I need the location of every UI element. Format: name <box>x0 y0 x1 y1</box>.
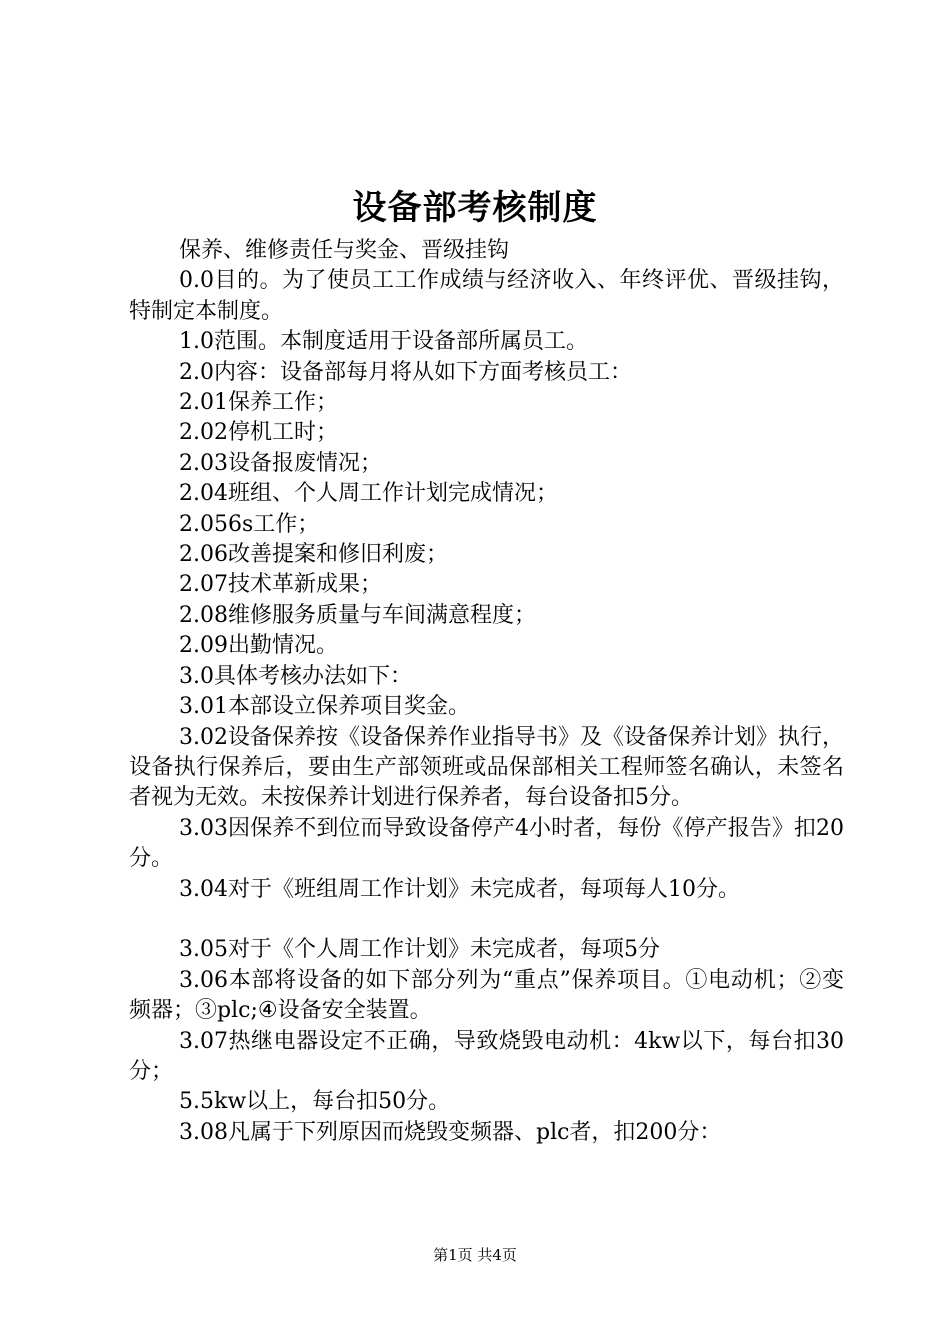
paragraph: 2.0内容：设备部每月将从如下方面考核员工： <box>179 359 632 385</box>
paragraph: 2.09出勤情况。 <box>179 633 338 659</box>
paragraph: 2.02停机工时； <box>179 420 338 446</box>
paragraph: 3.01本部设立保养项目奖金。 <box>179 694 470 720</box>
paragraph: 2.08维修服务质量与车间满意程度； <box>179 602 536 628</box>
paragraph: 2.07技术革新成果； <box>179 572 382 598</box>
paragraph: 3.03因保养不到位而导致设备停产4小时者，每份《停产报告》扣20分。 <box>129 815 844 872</box>
paragraph: 3.02设备保养按《设备保养作业指导书》及《设备保养计划》执行，设备执行保养后，要由生产部领班或品保部相关工程师签名确认，未签名者视为无效。未按保养计划进行保养者，每台设备扣5分。 <box>129 724 844 811</box>
paragraph: 3.05对于《个人周工作计划》未完成者，每项5分 <box>179 937 660 963</box>
paragraph: 3.08凡属于下列原因而烧毁变频器、plc者，扣200分： <box>179 1119 722 1145</box>
paragraph: 2.056s工作； <box>179 511 320 537</box>
paragraph: 1.0范围。本制度适用于设备部所属员工。 <box>179 329 588 355</box>
document-body <box>129 236 844 1148</box>
paragraph: 2.06改善提案和修旧利废； <box>179 542 448 568</box>
paragraph: 2.04班组、个人周工作计划完成情况； <box>179 481 558 507</box>
paragraph: 2.03设备报废情况； <box>179 450 382 476</box>
paragraph: 3.07热继电器设定不正确，导致烧毁电动机：4kw以下，每台扣30分； <box>129 1028 844 1084</box>
paragraph: 3.04对于《班组周工作计划》未完成者，每项每人10分。 <box>179 876 740 902</box>
paragraph: 保养、维修责任与奖金、晋级挂钩 <box>179 238 510 263</box>
document-title: 设备部考核制度 <box>352 188 598 228</box>
paragraph: 3.06本部将设备的如下部分列为“重点”保养项目。①电动机；②变频器；③plc;④设备安全装置。 <box>129 967 844 1024</box>
paragraph: 2.01保养工作； <box>179 390 338 416</box>
paragraph: 5.5kw以上，每台扣50分。 <box>179 1089 451 1115</box>
page-footer: 第1页 共4页 <box>433 1246 517 1264</box>
paragraph: 3.0具体考核办法如下： <box>179 663 412 689</box>
paragraph: 0.0目的。为了使员工工作成绩与经济收入、年终评优、晋级挂钩，特制定本制度。 <box>129 268 844 324</box>
blank-line <box>129 905 844 935</box>
